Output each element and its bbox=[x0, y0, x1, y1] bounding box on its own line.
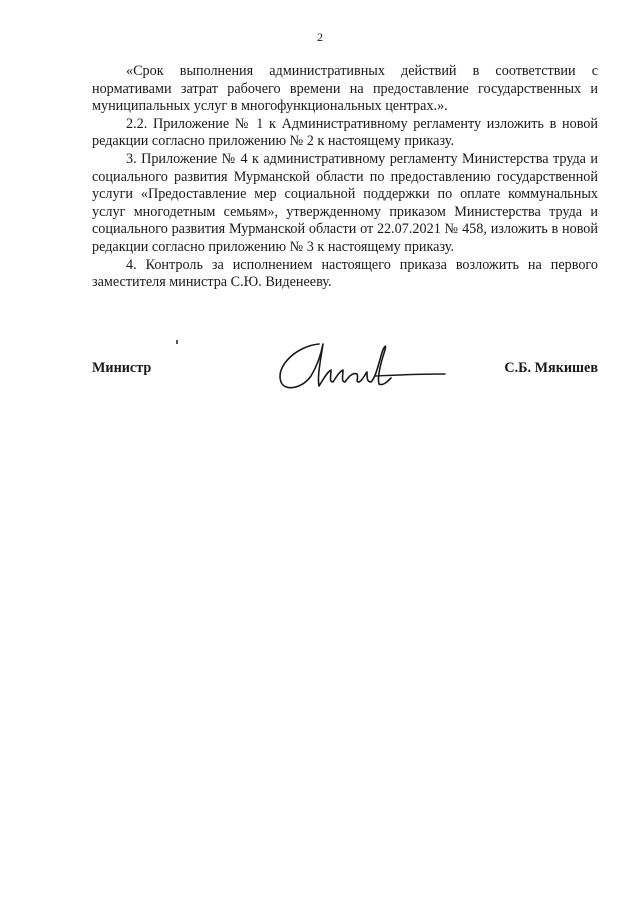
page-number: 2 bbox=[317, 30, 323, 44]
paragraph-2-2: 2.2. Приложение № 1 к Административному регламенту изложить в новой редакции согласно приложению № 2 к настоящему приказу. bbox=[92, 115, 598, 150]
paragraph-quote-end: «Срок выполнения административных действий в соответствии с нормативами затрат рабочего времени на предоставление государственных и муниципальных услуг в многофункциональных центрах.». bbox=[92, 63, 598, 115]
position-title: Министр bbox=[92, 360, 152, 376]
handwritten-signature bbox=[267, 336, 457, 398]
document-body bbox=[92, 63, 598, 292]
signature-block bbox=[92, 336, 598, 406]
paragraph-3: 3. Приложение № 4 к административному регламенту Министерства труда и социального развития Мурманской области по предоставлению государственной услуги «Предоставление мер социальной поддержки по оплате коммунальных услуг многодетным семьям», утвержденному приказом Министерства труда и социального развития Мурманской области от 22.07.2021 № 458, изложить в новой редакции согласно приложению № 3 к настоящему приказу. bbox=[92, 150, 598, 255]
paragraph-4: 4. Контроль за исполнением настоящего приказа возложить на первого заместителя министра С.Ю. Виденееву. bbox=[92, 256, 598, 291]
signer-name: С.Б. Мякишев bbox=[504, 360, 598, 376]
